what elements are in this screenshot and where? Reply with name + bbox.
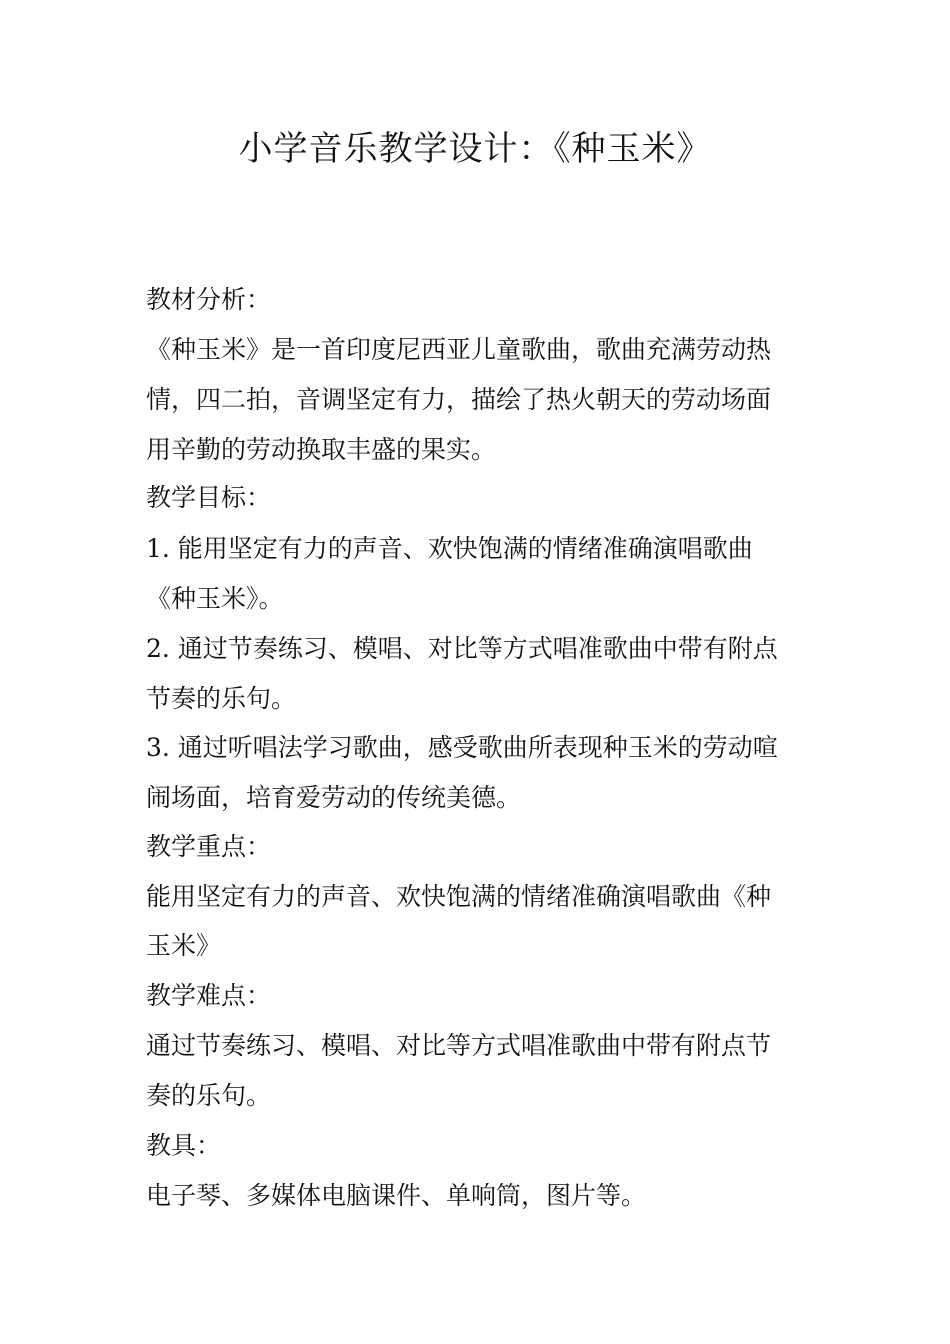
text-line: 用辛勤的劳动换取丰盛的果实。 xyxy=(146,435,497,464)
section-heading-teaching-goals: 教学目标： xyxy=(146,483,272,512)
section-heading-key-points: 教学重点： xyxy=(146,832,272,861)
text-line: 玉米》 xyxy=(146,931,222,960)
section-heading-teaching-aids: 教具： xyxy=(146,1131,222,1160)
section-heading-material-analysis: 教材分析： xyxy=(146,285,272,314)
text-line: 能用坚定有力的声音、欢快饱满的情绪准确演唱歌曲《种 xyxy=(146,882,772,911)
document-title: 小学音乐教学设计：《种玉米》 xyxy=(238,129,712,169)
text-line: 奏的乐句。 xyxy=(146,1081,272,1110)
text-line: 闹场面，培育爱劳动的传统美德。 xyxy=(146,783,522,812)
text-line: 《种玉米》。 xyxy=(146,584,284,613)
text-line: 通过节奏练习、模唱、对比等方式唱准歌曲中带有附点节 xyxy=(146,1031,772,1060)
text-line: 情，四二拍，音调坚定有力，描绘了热火朝天的劳动场面 xyxy=(146,385,772,414)
goal-item-1: 1. 能用坚定有力的声音、欢快饱满的情绪准确演唱歌曲 xyxy=(146,534,753,563)
text-line: 《种玉米》是一首印度尼西亚儿童歌曲，歌曲充满劳动热 xyxy=(146,335,772,364)
section-heading-difficulties: 教学难点： xyxy=(146,981,272,1010)
goal-item-2: 2. 通过节奏练习、模唱、对比等方式唱准歌曲中带有附点 xyxy=(146,634,778,663)
text-line: 电子琴、多媒体电脑课件、单响筒，图片等。 xyxy=(146,1181,647,1210)
text-line: 节奏的乐句。 xyxy=(146,684,297,713)
goal-item-3: 3. 通过听唱法学习歌曲，感受歌曲所表现种玉米的劳动喧 xyxy=(146,733,778,762)
